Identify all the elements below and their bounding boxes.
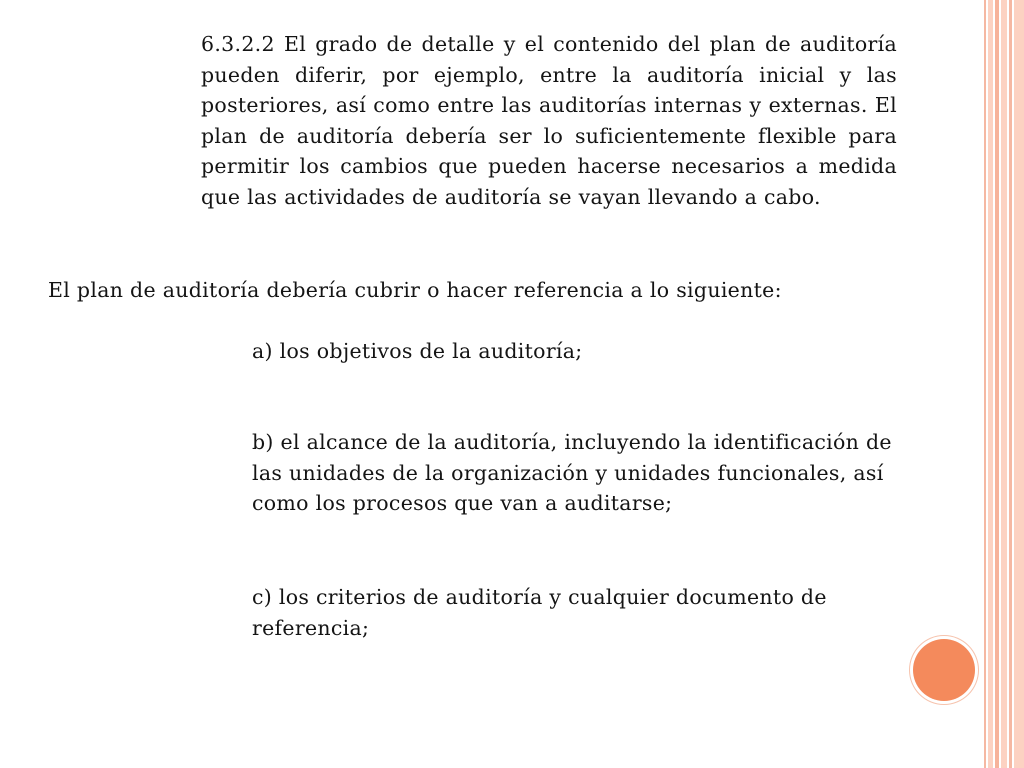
stripe xyxy=(984,0,986,768)
stripe xyxy=(988,0,993,768)
stripe xyxy=(1009,0,1012,768)
decorative-stripes xyxy=(984,0,1024,768)
intro-text: El plan de auditoría debería cubrir o hacer referencia a lo siguiente: xyxy=(48,278,782,302)
list-item-a: a) los objetivos de la auditoría; xyxy=(252,339,583,363)
stripe xyxy=(1014,0,1024,768)
stripe xyxy=(1001,0,1007,768)
stripe xyxy=(995,0,999,768)
paragraph-6-3-2-2: 6.3.2.2 El grado de detalle y el contenido del plan de auditoría pueden diferir, por ejemplo, entre la auditoría inicial y las posteriores, así como entre las auditorías internas y externas. El plan de auditoría debería ser lo suficientemente flexible para permitir los cambios que pueden hacerse necesarios a medida que las actividades de auditoría se vayan llevando a cabo. xyxy=(201,32,897,209)
list-item-c: c) los criterios de auditoría y cualquier documento de referencia; xyxy=(252,585,827,640)
decorative-circle xyxy=(913,639,975,701)
list-item-b: b) el alcance de la auditoría, incluyendo la identificación de las unidades de la organización y unidades funcionales, así como los procesos que van a auditarse; xyxy=(252,430,892,515)
